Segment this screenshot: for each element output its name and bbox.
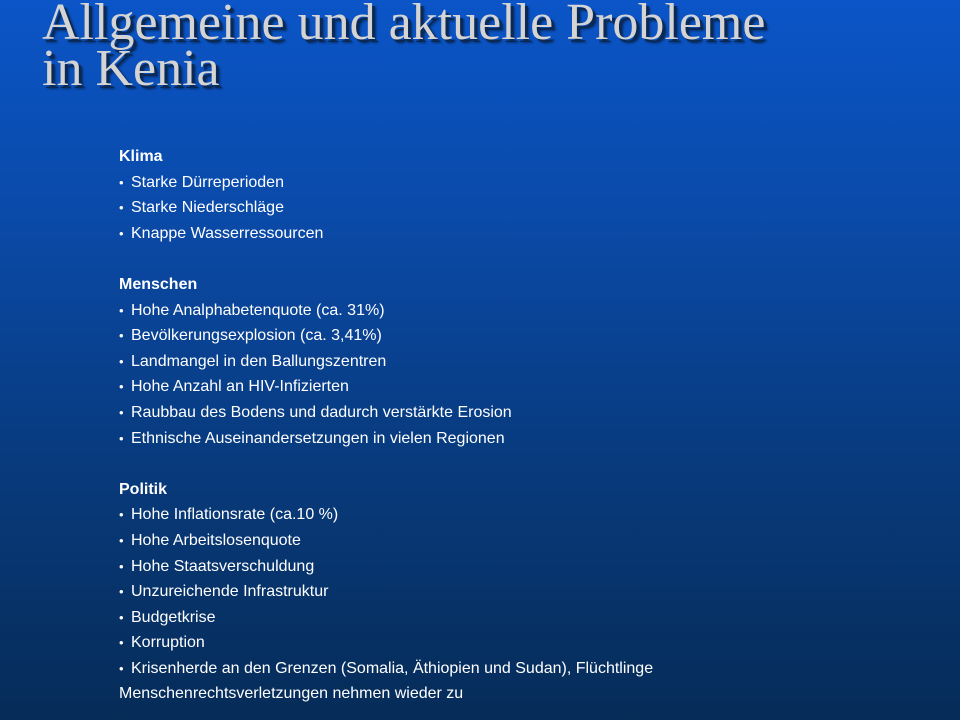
bullet-icon: • [119, 507, 124, 523]
list-item-continuation: Menschenrechtsverletzungen nehmen wieder zu [119, 685, 464, 703]
section-heading-klima: Klima [119, 148, 163, 165]
list-item: • Knappe Wasserressourcen [119, 221, 939, 247]
slide-title-line-1: Allgemeine und aktuelle Probleme [42, 0, 766, 51]
bullet-icon: • [119, 404, 124, 420]
bullet-icon: • [119, 174, 124, 190]
bullet-icon: • [119, 225, 124, 241]
bullet-icon: • [119, 558, 124, 574]
list-item: • Ethnische Auseinandersetzungen in vielen Regionen [119, 426, 939, 452]
section-spacer [119, 246, 939, 272]
list-item: • Hohe Arbeitslosenquote [119, 528, 939, 554]
list-item: • Starke Niederschläge [119, 195, 939, 221]
list-item: • Budgetkrise [119, 605, 939, 631]
bullet-icon: • [119, 353, 124, 369]
list-item: • Hohe Staatsverschuldung [119, 554, 939, 580]
list-item: • Starke Dürreperioden [119, 170, 939, 196]
bullet-icon: • [119, 609, 124, 625]
list-item: • Raubbau des Bodens und dadurch verstärkte Erosion [119, 400, 939, 426]
list-item: • Hohe Inflationsrate (ca.10 %) [119, 502, 939, 528]
bullet-icon: • [119, 328, 124, 344]
section-spacer [119, 451, 939, 477]
list-item: • Unzureichende Infrastruktur [119, 579, 939, 605]
slide-title [42, 0, 942, 97]
bullet-icon: • [119, 379, 124, 395]
section-heading-menschen: Menschen [119, 275, 198, 293]
list-item: • Krisenherde an den Grenzen (Somalia, Äthiopien und Sudan), Flüchtlinge [119, 656, 939, 682]
bullet-icon: • [119, 635, 124, 651]
list-item: • Korruption [119, 630, 939, 656]
bullet-icon: • [119, 200, 124, 216]
slide-title-line-2: in Kenia [42, 40, 220, 97]
bullet-icon: • [119, 302, 124, 318]
section-heading-politik: Politik [119, 480, 168, 498]
list-item: • Hohe Anzahl an HIV-Infizierten [119, 374, 939, 400]
list-item: • Hohe Analphabetenquote (ca. 31%) [119, 298, 939, 324]
bullet-icon: • [119, 660, 124, 676]
bullet-icon: • [119, 584, 124, 600]
bullet-icon: • [119, 430, 124, 446]
list-item: • Landmangel in den Ballungszentren [119, 349, 939, 375]
list-item: • Bevölkerungsexplosion (ca. 3,41%) [119, 323, 939, 349]
bullet-icon: • [119, 532, 124, 548]
slide-content [119, 144, 939, 707]
